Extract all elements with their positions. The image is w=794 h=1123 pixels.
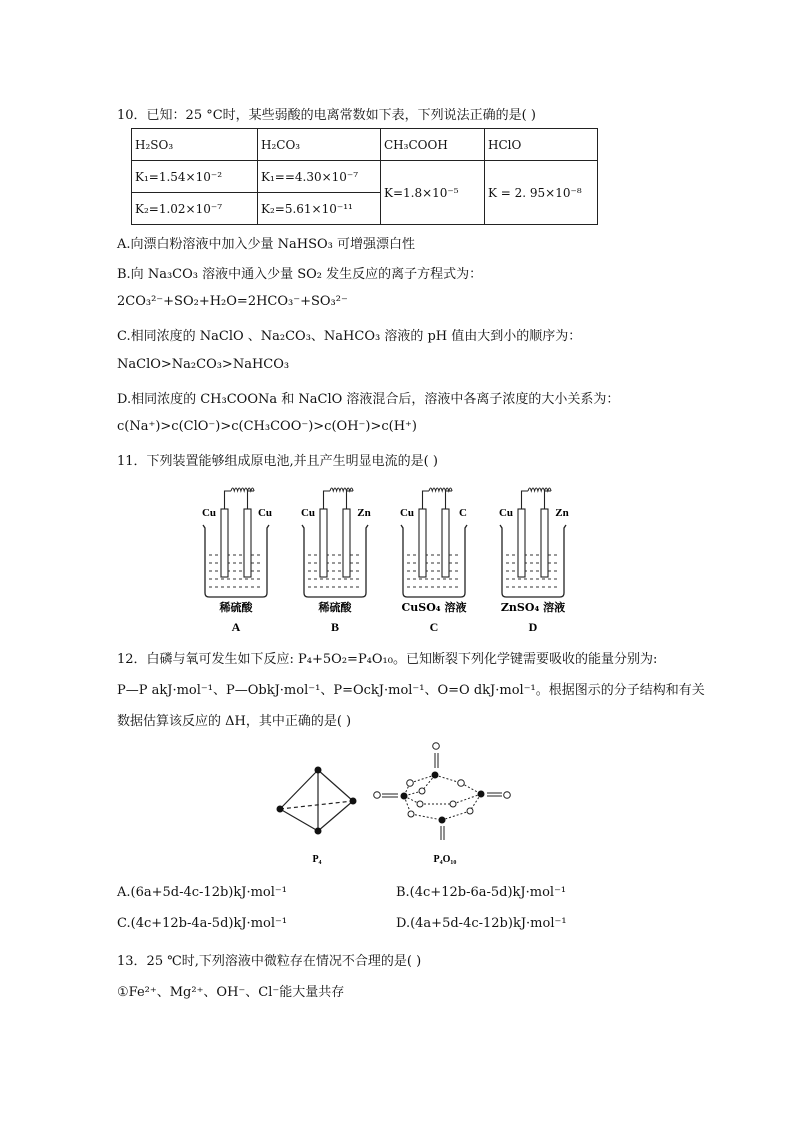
cell-letter: B (330, 620, 340, 634)
left-electrode-label: Cu (498, 507, 514, 519)
h2so3-k1: K₁=1.54×10⁻² (132, 161, 258, 193)
cell-b (301, 488, 371, 634)
q12-bond-energies: P—P akJ·mol⁻¹、P—ObkJ·mol⁻¹、P=OckJ·mol⁻¹、O=O dkJ·mol⁻¹。根据图示的分子结构和有关 (117, 683, 705, 698)
galvanic-cells-figure (195, 483, 595, 638)
q10-option-b: B.向 Na₃CO₃ 溶液中通入少量 SO₂ 发生反应的离子方程式为： (117, 267, 483, 282)
q13-stem: 13．25 ℃时,下列溶液中微粒存在情况不合理的是( ) (117, 954, 422, 969)
cell-letter: C (429, 620, 439, 634)
q12-stem: 12．白磷与氧可发生如下反应: P₄+5O₂=P₄O₁₀。已知断裂下列化学键需要吸收的能量分别为: (117, 652, 658, 667)
resistor-coil (528, 488, 551, 491)
ch3cooh-k: K=1.8×10⁻⁵ (381, 161, 485, 225)
q10-option-b-equation: 2CO₃²⁻+SO₂+H₂O=2HCO₃⁻+SO₃²⁻ (117, 294, 348, 309)
resistor-coil (330, 488, 353, 491)
q10-option-c: C.相同浓度的 NaClO 、Na₂CO₃、NaHCO₃ 溶液的 pH 值由大到小的顺序为： (117, 329, 582, 344)
cell-c (400, 488, 467, 634)
p4-structure (280, 770, 353, 831)
left-electrode (320, 509, 327, 577)
header-ch3cooh: CH₃COOH (381, 129, 485, 161)
header-hclo: HClO (485, 129, 598, 161)
solution-label: 稀硫酸 (318, 601, 352, 614)
right-electrode (541, 509, 548, 577)
right-electrode-label: Zn (555, 507, 569, 519)
left-electrode-label: Cu (300, 507, 316, 519)
q12-option-b: B.(4c+12b-6a-5d)kJ·mol⁻¹ (396, 885, 567, 900)
right-electrode (343, 509, 350, 577)
cell-a (202, 488, 272, 634)
wire (324, 491, 354, 509)
hclo-k: K = 2. 95×10⁻⁸ (485, 161, 598, 225)
p4o10-structure (382, 753, 502, 840)
q12-option-a: A.(6a+5d-4c-12b)kJ·mol⁻¹ (117, 885, 287, 900)
right-electrode-label: Zn (357, 507, 371, 519)
q13-item-1: ①Fe²⁺、Mg²⁺、OH⁻、Cl⁻能大量共存 (117, 985, 345, 1000)
q11-stem: 11．下列装置能够组成原电池,并且产生明显电流的是( ) (117, 454, 438, 469)
wire (225, 491, 255, 509)
right-electrode (244, 509, 251, 577)
header-h2co3: H₂CO₃ (258, 129, 381, 161)
header-h2so3: H₂SO₃ (132, 129, 258, 161)
q10-stem: 10．已知：25 °C时，某些弱酸的电离常数如下表，下列说法正确的是( ) (117, 108, 536, 123)
p4-label: P₄ (312, 854, 322, 865)
solution-label: CuSO₄ 溶液 (401, 601, 467, 614)
right-electrode (442, 509, 449, 577)
q12-question: 数据估算该反应的 ΔH，其中正确的是( ) (117, 714, 352, 729)
left-electrode (221, 509, 228, 577)
ionization-constants-table (131, 128, 598, 225)
left-electrode-label: Cu (201, 507, 217, 519)
wire (423, 491, 453, 509)
p4o10-atoms (374, 743, 511, 824)
p4o10-label: P₄O₁₀ (433, 854, 457, 865)
left-electrode (518, 509, 525, 577)
resistor-coil (429, 488, 452, 491)
q10-option-d-relation: c(Na⁺)>c(ClO⁻)>c(CH₃COO⁻)>c(OH⁻)>c(H⁺) (117, 419, 417, 434)
q10-option-d: D.相同浓度的 CH₃COONa 和 NaClO 溶液混合后，溶液中各离子浓度的大小关系为： (117, 392, 620, 407)
left-electrode (419, 509, 426, 577)
right-electrode-label: Cu (257, 507, 273, 519)
solution-label: 稀硫酸 (219, 601, 253, 614)
cell-d (499, 488, 569, 634)
h2so3-k2: K₂=1.02×10⁻⁷ (132, 193, 258, 225)
cell-letter: A (231, 620, 241, 634)
left-electrode-label: Cu (399, 507, 415, 519)
h2co3-k1: K₁==4.30×10⁻⁷ (258, 161, 381, 193)
cell-letter: D (528, 620, 538, 634)
wire (522, 491, 552, 509)
molecular-structure-figure (270, 738, 520, 870)
h2co3-k2: K₂=5.61×10⁻¹¹ (258, 193, 381, 225)
q10-option-a: A.向漂白粉溶液中加入少量 NaHSO₃ 可增强漂白性 (117, 237, 416, 252)
q10-option-c-order: NaClO>Na₂CO₃>NaHCO₃ (117, 357, 290, 372)
q12-option-d: D.(4a+5d-4c-12b)kJ·mol⁻¹ (396, 916, 567, 931)
right-electrode-label: C (459, 507, 467, 519)
q12-option-c: C.(4c+12b-4a-5d)kJ·mol⁻¹ (117, 916, 288, 931)
solution-label: ZnSO₄ 溶液 (500, 601, 566, 614)
resistor-coil (231, 488, 254, 491)
